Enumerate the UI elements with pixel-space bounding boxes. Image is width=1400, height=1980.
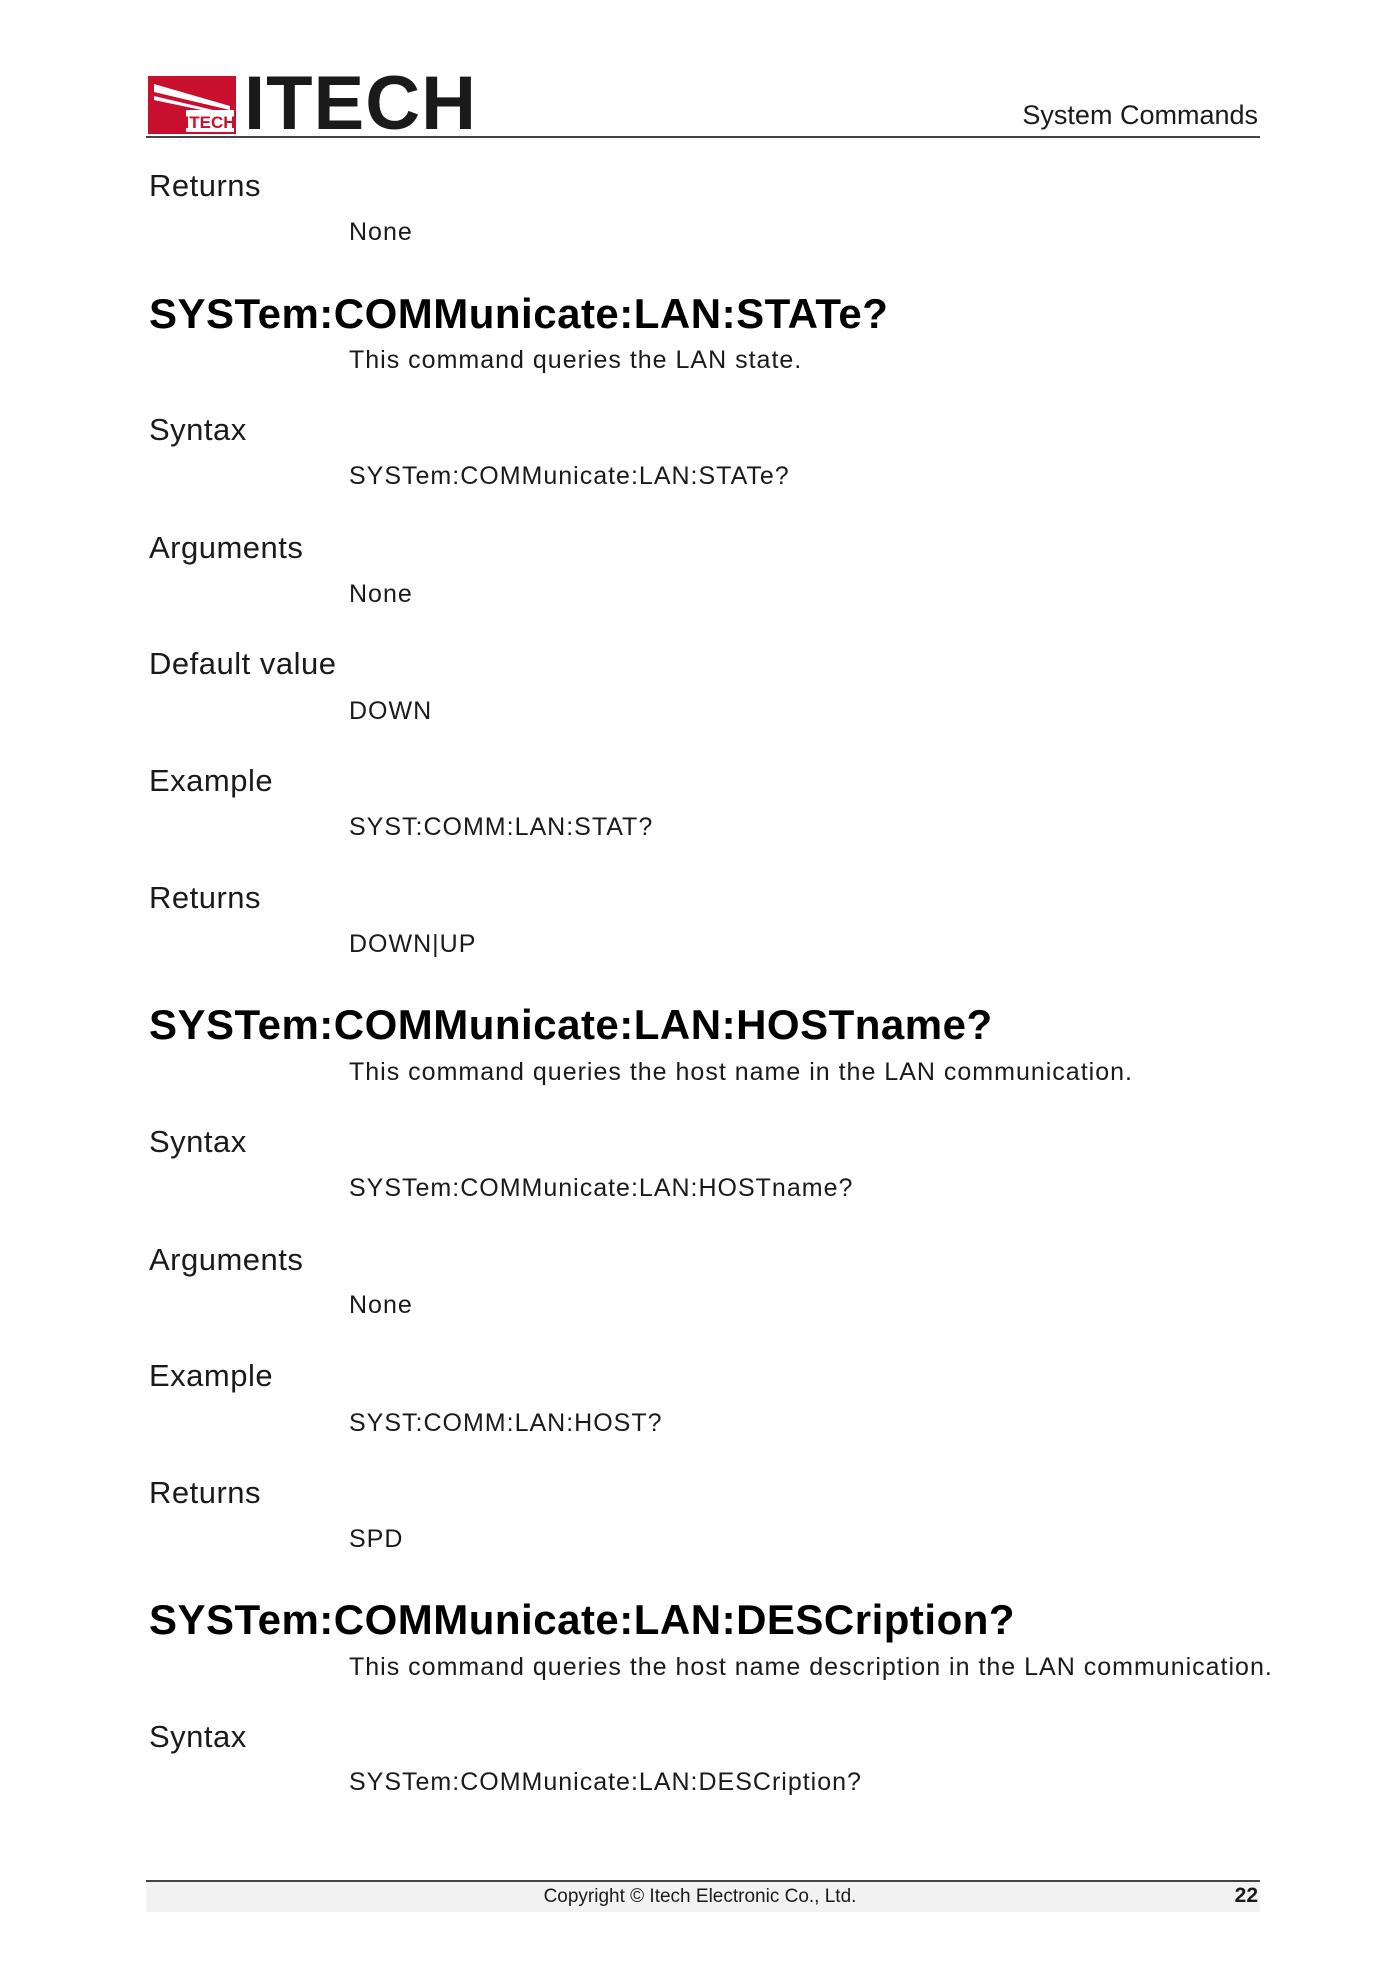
syntax-label: Syntax [149,1719,247,1754]
command-heading-state: SYSTem:COMMunicate:LAN:STATe? [149,290,889,337]
command-description-state: This command queries the LAN state. [349,346,803,374]
returns-label: Returns [149,880,262,915]
returns-value: SPD [349,1525,404,1553]
returns-value: DOWN|UP [349,930,477,958]
syntax-label: Syntax [149,1124,247,1159]
footer-copyright: Copyright © Itech Electronic Co., Ltd. [543,1886,857,1907]
syntax-value: SYSTem:COMMunicate:LAN:HOSTname? [349,1174,854,1202]
logo-wordmark: ITECH [244,61,477,146]
command-description-description: This command queries the host name description in the LAN communication. [349,1653,1273,1681]
page-number: 22 [1234,1884,1258,1907]
arguments-label: Arguments [149,1242,304,1277]
syntax-value: SYSTem:COMMunicate:LAN:DESCription? [349,1768,862,1796]
example-value: SYST:COMM:LAN:HOST? [349,1409,663,1437]
command-description-hostname: This command queries the host name in the LAN communication. [349,1058,1133,1086]
default-value: DOWN [349,697,433,725]
returns-label: Returns [149,1475,262,1510]
running-header-title: System Commands [1022,100,1258,130]
itech-logo-mark [148,76,236,134]
returns-label: Returns [149,168,262,203]
example-label: Example [149,1358,274,1393]
itech-logo [148,61,477,146]
header-divider [146,136,1260,138]
returns-value: None [349,218,413,246]
default-value-label: Default value [149,646,337,681]
example-label: Example [149,763,274,798]
example-value: SYST:COMM:LAN:STAT? [349,813,654,841]
command-heading-hostname: SYSTem:COMMunicate:LAN:HOSTname? [149,1001,993,1048]
arguments-label: Arguments [149,530,304,565]
command-heading-description: SYSTem:COMMunicate:LAN:DESCription? [149,1596,1016,1643]
logo-badge-text: ITECH [184,113,236,132]
syntax-label: Syntax [149,412,247,447]
arguments-value: None [349,580,413,608]
syntax-value: SYSTem:COMMunicate:LAN:STATe? [349,462,790,490]
arguments-value: None [349,1291,413,1319]
